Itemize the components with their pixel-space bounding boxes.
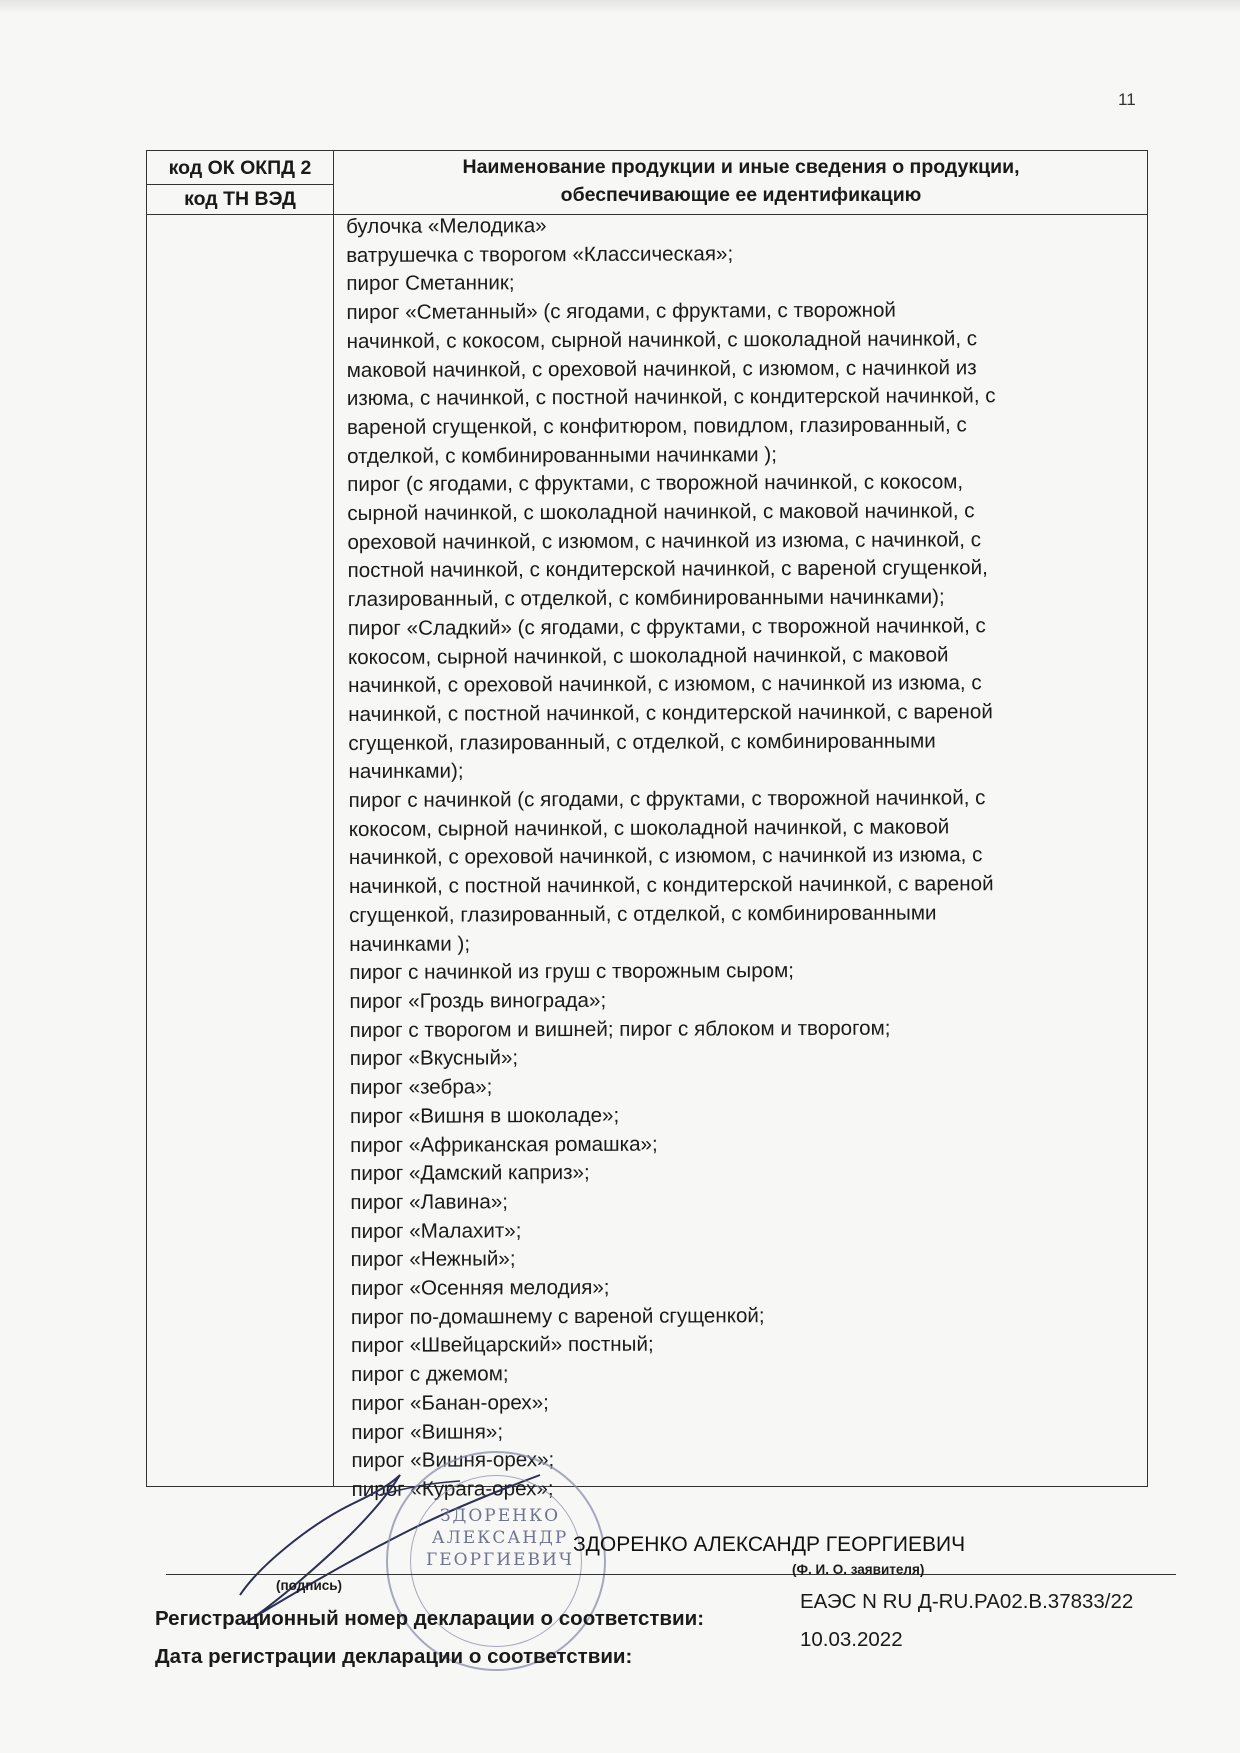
- product-line: пирог «Лавина»;: [350, 1190, 509, 1214]
- product-line: пирог (с ягодами, с фруктами, с творожной начинкой, с кокосом,: [347, 470, 964, 497]
- product-line: пирог «Африканская ромашка»;: [350, 1132, 658, 1157]
- stamp-text-line: АЛЕКСАНДР: [431, 1528, 569, 1548]
- product-line: глазированный, с отделкой, с комбинированными начинками);: [347, 585, 945, 612]
- applicant-name: ЗДОРЕНКО АЛЕКСАНДР ГЕОРГИЕВИЧ: [573, 1533, 966, 1556]
- applicant-name-caption: (Ф. И. О. заявителя): [792, 1562, 925, 1577]
- header-product-name-line: обеспечивающие ее идентификацию: [560, 184, 922, 206]
- product-line: пирог с начинкой (с ягодами, с фруктами, с творожной начинкой, с: [348, 786, 986, 813]
- signature-line: [166, 1574, 1176, 1575]
- product-line: отделкой, с комбинированными начинками );: [347, 442, 777, 468]
- header-product-name-line: Наименование продукции и иные сведения о продукции,: [462, 156, 1020, 178]
- stamp-text: [420, 1505, 580, 1571]
- product-line: пирог «Банан-орех»;: [351, 1390, 549, 1415]
- header-tn-ved-code: код ТН ВЭД: [147, 184, 333, 214]
- product-line: кокосом, сырной начинкой, с шоколадной начинкой, с маковой: [348, 815, 950, 841]
- product-line: сырной начинкой, с шоколадной начинкой, с маковой начинкой, с: [347, 499, 975, 526]
- registration-number-value: ЕАЭС N RU Д-RU.РА02.В.37833/22: [800, 1590, 1134, 1613]
- product-line: сгущенкой, глазированный, с отделкой, с комбинированными: [349, 901, 937, 927]
- product-line: начинкой, с постной начинкой, с кондитерской начинкой, с вареной: [348, 700, 993, 726]
- scan-edge: [0, 0, 1240, 14]
- column-divider: [333, 151, 334, 1486]
- product-line: начинками);: [348, 759, 464, 784]
- product-line: пирог с джемом;: [351, 1362, 509, 1387]
- product-line: начинкой, с кокосом, сырной начинкой, с шоколадной начинкой, с: [346, 327, 978, 353]
- product-line: пирог с творогом и вишней; пирог с яблоком и творогом;: [349, 1016, 891, 1042]
- product-line: пирог Сметанник;: [346, 271, 515, 296]
- header-product-name: [335, 153, 1147, 213]
- product-line: вареной сгущенкой, с конфитюром, повидлом, глазированный, с: [346, 413, 967, 439]
- product-line: ореховой начинкой, с изюмом, с начинкой из изюма, с начинкой, с: [347, 527, 982, 554]
- product-line: булочка «Мелодика»: [346, 214, 547, 238]
- product-line: пирог «Вишня»;: [351, 1419, 504, 1444]
- registration-number-label: Регистрационный номер декларации о соответствии:: [155, 1607, 705, 1630]
- product-line: пирог «Осенняя мелодия»;: [350, 1275, 610, 1301]
- product-line: ватрушечка с творогом «Классическая»;: [346, 242, 734, 267]
- product-line: начинкой, с постной начинкой, с кондитерской начинкой, с вареной: [348, 872, 994, 899]
- product-line: пирог «Малахит»;: [350, 1218, 522, 1243]
- product-line: постной начинкой, с кондитерской начинкой, с вареной сгущенкой,: [347, 556, 988, 583]
- product-line: начинкой, с ореховой начинкой, с изюмом, с начинкой из изюма, с: [348, 671, 982, 698]
- signature-caption: (подпись): [276, 1578, 343, 1593]
- product-line: пирог «Сладкий» (с ягодами, с фруктами, с творожной начинкой, с: [347, 614, 986, 640]
- product-line: пирог по-домашнему с вареной сгущенкой;: [350, 1303, 765, 1329]
- stamp-text-line: ЗДОРЕНКО: [439, 1506, 561, 1526]
- product-line: пирог «зебра»;: [349, 1075, 493, 1100]
- page-number: 11: [1118, 90, 1136, 109]
- product-line: пирог с начинкой из груш с творожным сыром;: [349, 959, 795, 985]
- product-line: пирог «Нежный»;: [350, 1247, 516, 1272]
- product-line: кокосом, сырной начинкой, с шоколадной начинкой, с маковой: [347, 642, 949, 669]
- registration-date-label: Дата регистрации декларации о соответствии:: [155, 1645, 633, 1668]
- product-list: [346, 210, 1147, 1505]
- product-line: пирог «Курага-орех»;: [351, 1477, 554, 1501]
- product-line: пирог «Гроздь винограда»;: [349, 988, 607, 1013]
- product-line: пирог «Дамский каприз»;: [350, 1161, 590, 1186]
- stamp-text-line: ГЕОРГИЕВИЧ: [426, 1550, 574, 1570]
- product-line: пирог «Швейцарский» постный;: [350, 1333, 654, 1358]
- product-line: изюма, с начинкой, с постной начинкой, с кондитерской начинкой, с: [346, 384, 996, 411]
- product-table: [146, 150, 1148, 1501]
- product-line: пирог «Вкусный»;: [349, 1046, 519, 1071]
- product-line: пирог «Сметанный» (с ягодами, с фруктами, с творожной: [346, 298, 896, 325]
- registration-date-value: 10.03.2022: [800, 1628, 903, 1651]
- product-line: пирог «Вишня-орех»;: [351, 1448, 555, 1473]
- product-line: начинкой, с ореховой начинкой, с изюмом, с начинкой из изюма, с: [348, 843, 983, 870]
- product-line: сгущенкой, глазированный, с отделкой, с комбинированными: [348, 729, 936, 755]
- header-okpd-code: код ОК ОКПД 2: [168, 157, 312, 179]
- product-line: пирог «Вишня в шоколаде»;: [349, 1103, 620, 1128]
- product-line: маковой начинкой, с ореховой начинкой, с изюмом, с начинкой из: [346, 355, 977, 382]
- product-line: начинками );: [349, 932, 471, 956]
